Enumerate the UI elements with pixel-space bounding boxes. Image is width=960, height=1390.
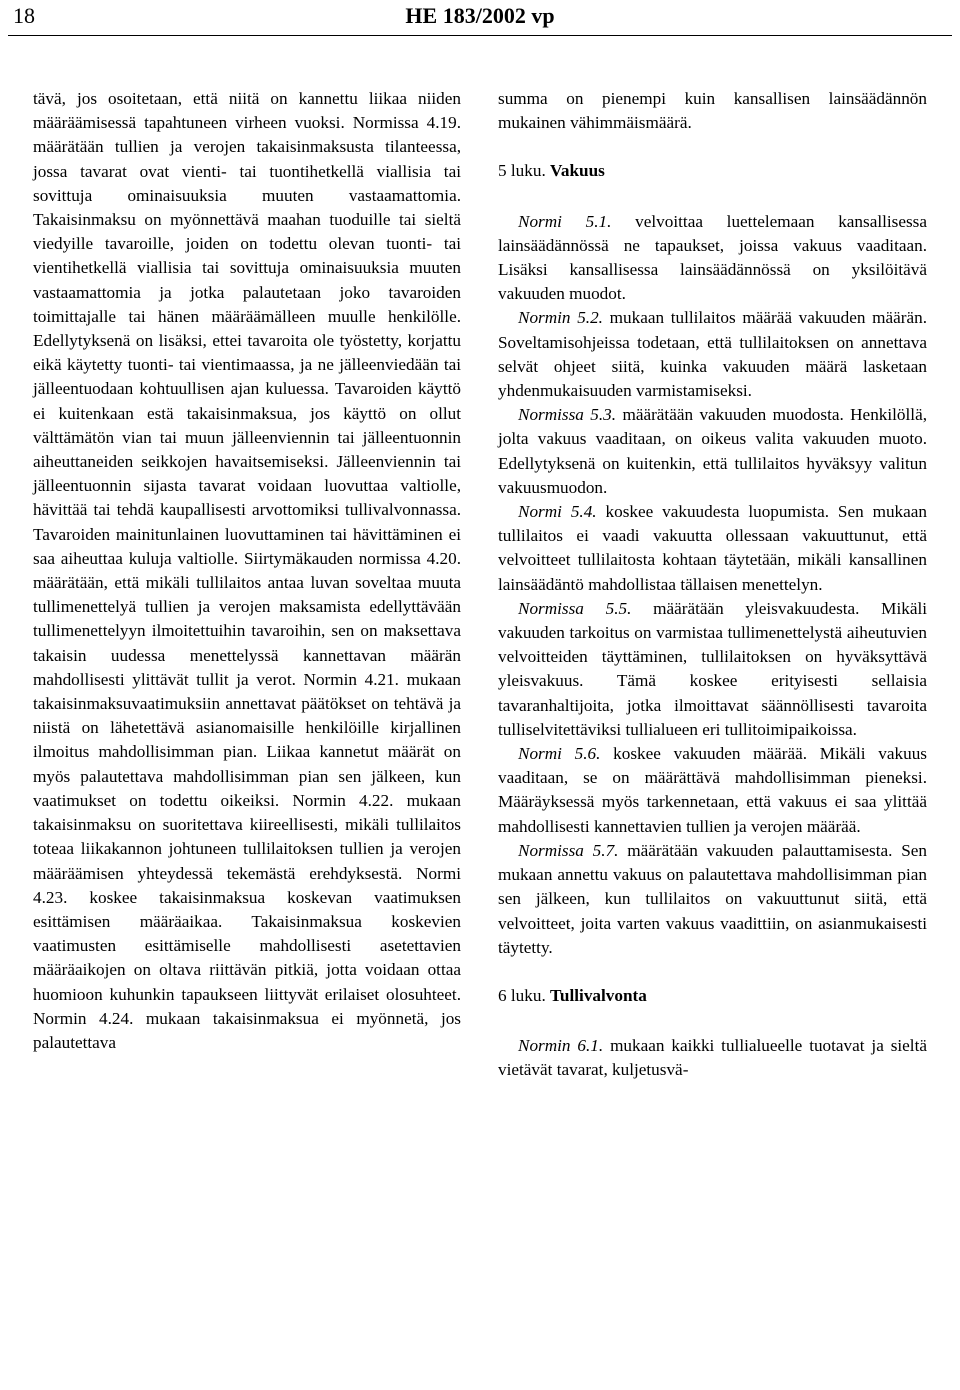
spacer (498, 1008, 927, 1034)
ref-5-7: Normissa 5.7. (518, 840, 619, 860)
chapter-5-number: 5 luku. (498, 161, 546, 181)
right-column (498, 87, 927, 1083)
spacer (498, 184, 927, 210)
spacer (498, 960, 927, 984)
paragraph-5-5 (498, 597, 927, 742)
paragraph-5-6 (498, 742, 927, 839)
chapter-5-title: Vakuus (550, 161, 605, 181)
ref-6-1: Normin 6.1. (518, 1036, 604, 1056)
chapter-6-number: 6 luku. (498, 985, 546, 1005)
text-5-7: määrätään vakuuden palauttamisesta. Sen mukaan annettu vakuus on palautettava mahdollisimman pian sen jälkeen, kun tullilaitos on vakuuttunut siitä, että velvoitteet, joita varten vakuus vaadittiin, on asianmukaisesti täytetty. (498, 840, 927, 957)
text-5-5: määrätään yleisvakuudesta. Mikäli vakuuden tarkoitus on varmistaa tullimenettelystä aiheutuvien velvoitteiden täyttäminen, tullilaitoksen on hyväksyttävä yleisvakuus. Tämä koskee erityisesti sellaisia tavaranhaltijoita, jotka ilmoittavat säännöllisesti tavaroita tulliselvitettäviksi tullialueen eri tullitoimipaikoissa. (498, 598, 928, 739)
text-5-1: velvoittaa luettelemaan kansallisessa lainsäädännössä ne tapaukset, joissa vakuus vaaditaan. Lisäksi kansallisessa lainsäädännössä on yksilöitävä vakuuden muodot. (498, 211, 927, 304)
chapter-6-heading (498, 984, 927, 1008)
text-6-1: mukaan kaikki tullialueelle tuotavat ja sieltä vietävät tavarat, kuljetusvä- (498, 1036, 927, 1080)
paragraph-5-4 (498, 500, 927, 597)
paragraph-6-1 (498, 1034, 927, 1082)
document-id: HE 183/2002 vp (405, 3, 555, 28)
paragraph-5-7 (498, 839, 927, 960)
text-5-2: mukaan tullilaitos määrää vakuuden määrän. Soveltamisohjeissa todetaan, että tullilaitoksen on annettava selvät ohjeet siitä, kuinka vakuuden määrä lasketaan yhdenmukaisuuden varmistamiseksi. (498, 308, 927, 401)
ref-5-3: Normissa 5.3. (518, 405, 617, 425)
paragraph-5-3 (498, 403, 927, 500)
ref-5-1: Normi 5.1. (518, 211, 612, 231)
page-header (0, 0, 960, 40)
text-5-6: koskee vakuuden määrää. Mikäli vakuus vaaditaan, se on määrättävä mahdollisimman pieneksi. Määräyksessä myös tarkennetaan, että vakuus ei saa ylittää mahdollisesti kannettavien tullien ja verojen määrää. (498, 744, 927, 836)
ref-5-2: Normin 5.2. (518, 308, 603, 328)
paragraph-5-1 (498, 210, 927, 307)
paragraph-5-2 (498, 306, 927, 403)
left-paragraph: tävä, jos osoitetaan, että niitä on kannettu liikaa niiden määräämisessä tapahtuneen virheen vuoksi. Normissa 4.19. määrätään tullien ja verojen takaisinmaksusta tilanteessa, jossa tavarat ovat vienti- tai tuontihetkellä viallisia tai sovittuja ominaisuuksia muuten vastaamattomia. Takaisinmaksu on myönnettävä maahan tuoduille tai sieltä viedyille tavaroille, joiden on todettu olevan tuonti- tai vientihetkellä viallisia tai sovittuja ominaisuuksia muuten vastaamattomia ja jotka palautetaan joko tavaroiden toimittajalle tai hänen määräämälleen muulle henkilölle. Edellytyksenä on lisäksi, ettei tavaroita ole työstetty, korjattu eikä käytetty tuonti- tai vientimaassa, ja ne jälleenviedään tai jälleentuodaan kohtuullisen ajan kuluessa. Tavaroiden käyttö ei kuitenkaan estä takaisinmaksua, jos käyttö on ollut välttämätön vian tai muun jälleenviennin tai jälleentuonnin aiheuttaneiden seikkojen havaitsemiseksi. Jälleenviennin tai jälleentuonnin sijasta tavarat voidaan luovuttaa valtiolle, hävittää tai tehdä kaupallisesti arvottomiksi tullivalvonnassa. Tavaroiden mainitunlainen luovuttaminen tai hävittäminen ei saa aiheuttaa kuluja valtiolle. Siirtymäkauden normissa 4.20. määrätään, että mikäli tullilaitos antaa luvan soveltaa muuta tullimenettelyä tullien ja verojen maksamista edellyttävään tullimenettelyyn ilmoitettuihin tavaroihin, sen on maksettava takaisin uudessa menettelyssä kannettavan määrän mahdollisesti ylittävät tullit ja verot. Normin 4.21. mukaan takaisinmaksuvaatimuksiin annettavat päätökset on tehtävä ja niistä on lähetettävä asianomaisille henkilöille kirjallinen ilmoitus mahdollisimman pian. Liikaa kannetut määrät on myös palautettava mahdollisimman pian sen jälkeen, kun vaatimukset on todettu oikeiksi. Normin 4.22. mukaan takaisinmaksu on suoritettava kiireellisesti, mikäli tullilaitos toteaa liikakannon johtuneen tullilaitoksen tullien ja verojen määräämisen yhteydessä tekemästä erehdyksestä. Normi 4.23. koskee takaisinmaksua koskevan vaatimuksen esittämisen määräaikaa. Takaisinmaksua koskevien vaatimusten esittämiselle mahdollisesti asetettavien määräaikojen on oltava riittävän pitkiä, jotta voidaan ottaa huomioon kuhunkin tapaukseen liittyvät erilaiset olosuhteet. Normin 4.24. mukaan takaisinmaksua ei myönnetä, jos palautettava (33, 89, 461, 1052)
chapter-5-heading (498, 159, 927, 183)
ref-5-5: Normissa 5.5. (518, 598, 632, 618)
text-5-4: koskee vakuudesta luopumista. Sen mukaan tullilaitos ei vaadi vakuutta ollessaan vakuuttunut, että velvoitteet tullilaitosta kohtaan täytetään, mikäli kansallinen lainsäädäntö mahdollistaa tällaisen menettelyn. (498, 502, 927, 594)
chapter-6-title: Tullivalvonta (550, 985, 647, 1005)
intro-paragraph: summa on pienempi kuin kansallisen lainsäädännön mukainen vähimmäismäärä. (498, 89, 927, 133)
page-number: 18 (13, 3, 35, 28)
left-column (33, 87, 461, 1055)
ref-5-6: Normi 5.6. (518, 744, 601, 764)
header-rule (8, 35, 952, 36)
ref-5-4: Normi 5.4. (518, 502, 597, 522)
spacer (498, 135, 927, 159)
text-5-3: määrätään vakuuden muodosta. Henkilöllä, jolta vakuus vaaditaan, on oikeus valita vakuuden muoto. Edellytyksenä on kuitenkin, että tullilaitos hyväksyy valitun vakuusmuodon. (498, 405, 927, 497)
